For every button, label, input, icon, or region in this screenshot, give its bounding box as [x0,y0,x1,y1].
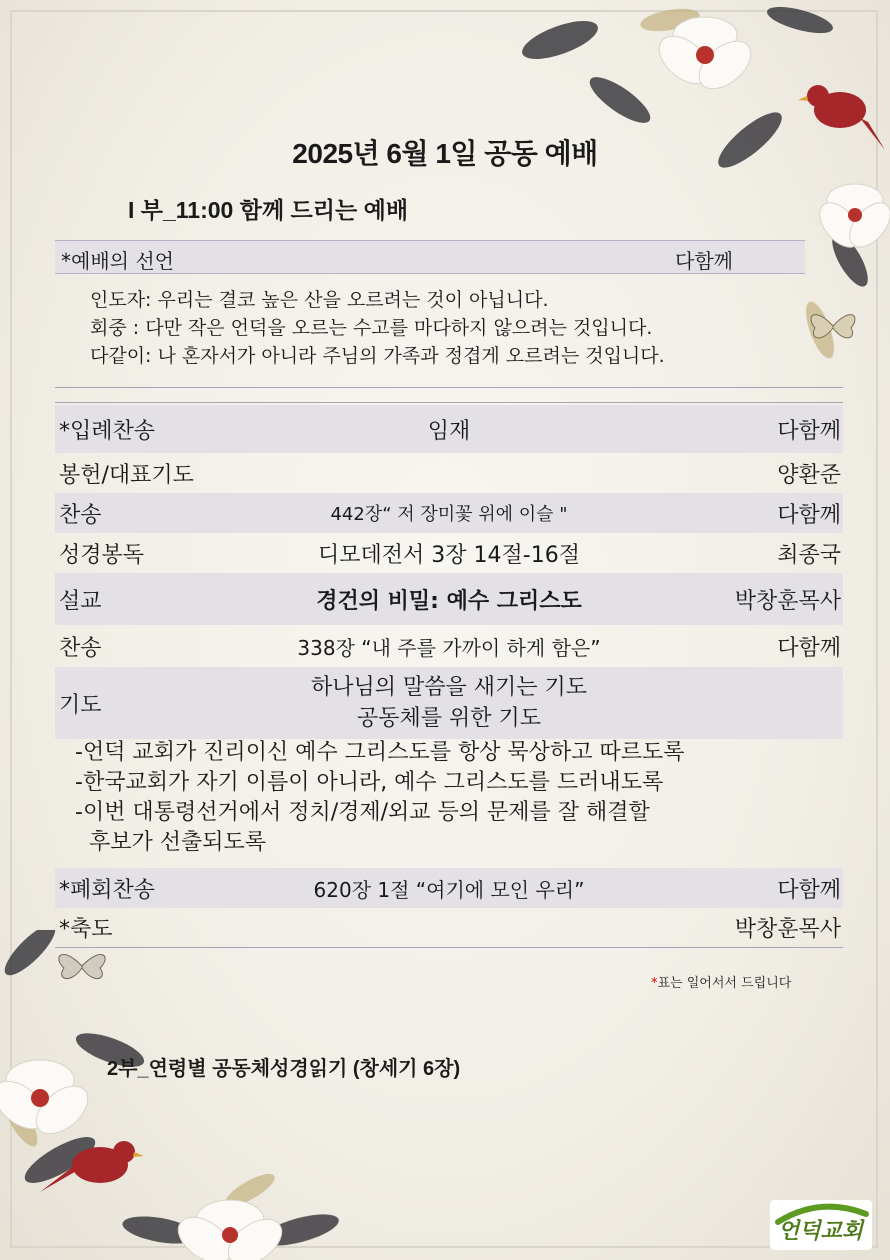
order-who: 양환준 [777,462,841,488]
order-label: *축도 [59,917,113,942]
order-row-sermon [55,573,843,625]
order-who: 최종국 [777,542,841,568]
prayer-intentions [75,738,684,858]
order-label: 기도 [59,692,102,718]
standing-note [651,972,791,991]
order-label: 성경봉독 [59,542,145,568]
order-label: 설교 [59,588,102,614]
prayer-title: 하나님의 말씀을 새기는 기도 [310,675,587,700]
part2-heading: 2부_연령별 공동체성경읽기 (창세기 6장) [107,1058,461,1080]
order-row-opening-hymn [55,405,843,453]
order-row-closing-hymn [55,868,843,908]
order-content: 디모데전서 3장 14절-16절 [318,542,580,568]
declaration-who: 다함께 [675,249,733,273]
order-label: 봉헌/대표기도 [59,462,194,488]
prayer-title: 공동체를 위한 기도 [356,706,541,731]
responsive-reading [90,286,665,370]
butterfly-decoration-right [805,306,861,346]
responsive-line: 인도자: 우리는 결코 높은 산을 오르려는 것이 아닙니다. [90,289,549,311]
order-who: 다함께 [777,877,841,903]
order-who: 박창훈목사 [734,588,841,614]
prayer-item: -언덕 교회가 진리이신 예수 그리스도를 항상 묵상하고 따르도록 [75,740,685,765]
church-logo [770,1200,872,1250]
order-content: 620장 1절 “여기에 모인 우리” [313,877,585,902]
responsive-line: 회중 : 다만 작은 언덕을 오르는 수고를 마다하지 않으려는 것입니다. [90,317,653,339]
declaration-row [55,240,805,274]
note-star: * [651,976,658,991]
divider [55,387,843,388]
logo-text: 언덕교회 [778,1218,864,1244]
order-who: 박창훈목사 [734,917,841,942]
order-row-scripture [55,533,843,573]
order-who: 다함께 [777,635,841,661]
order-content: 경건의 비밀: 예수 그리스도 [316,588,582,614]
order-content: 임재 [427,418,471,444]
order-label: 찬송 [59,635,102,661]
order-label: *폐회찬송 [59,877,156,903]
flower-decoration-bottom-left [0,930,350,1260]
order-label: 찬송 [59,502,102,528]
responsive-line: 다같이: 나 혼자서가 아니라 주님의 가족과 정겹게 오르려는 것입니다. [90,345,665,367]
order-row-hymn-2 [55,625,843,667]
declaration-label: *예배의 선언 [61,249,174,273]
order-who: 다함께 [777,502,841,528]
prayer-item: -한국교회가 자기 이름이 아니라, 예수 그리스도를 드러내도록 [75,770,664,795]
prayer-item: 후보가 선출되도록 [75,830,266,855]
prayer-item: -이번 대통령선거에서 정치/경제/외교 등의 문제를 잘 해결할 [75,800,650,825]
order-label: *입례찬송 [59,418,156,444]
order-content: 442장“ 저 장미꽃 위에 이슬 " [330,504,568,525]
order-row-offering [55,453,843,493]
part1-heading: I 부_11:00 함께 드리는 예배 [128,197,409,223]
order-row-prayer [55,667,843,739]
page-title: 2025년 6월 1일 공동 예배 [292,138,598,169]
order-row-benediction [55,908,843,948]
order-content: 338장 “내 주를 가까이 하게 함은” [297,635,601,660]
order-who: 다함께 [777,418,841,444]
prayer-titles [55,672,843,734]
note-text: 표는 일어서서 드립니다 [657,976,792,991]
order-row-hymn-1 [55,493,843,533]
divider [55,402,843,403]
